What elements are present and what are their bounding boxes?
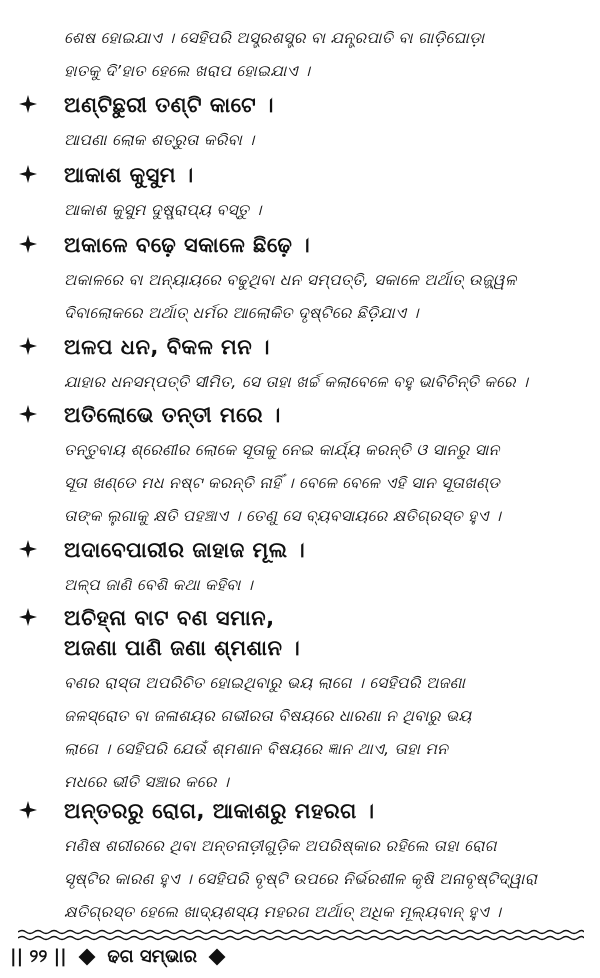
meaning-line: ଅଳ୍ପ ଜାଣି ବେଶି କଥା କହିବା । xyxy=(64,576,254,594)
proverb-entry xyxy=(0,330,600,399)
meaning-line: ମଣିଷ ଶରୀରରେ ଥିବା ଅନ୍ତନାଡ଼ୀଗୁଡ଼ିକ ଅପରିଷ୍କାର ରହିଲେ ତାହା ରୋଗ xyxy=(64,837,497,855)
continued-paragraph xyxy=(64,22,584,88)
proverb-entry xyxy=(0,228,600,330)
page-footer xyxy=(10,942,590,972)
fleuron-bullet-icon xyxy=(18,94,38,114)
fleuron-bullet-icon xyxy=(18,800,38,820)
proverb-heading: ଅନ୍ତରରୁ ରୋଗ, ଆକାଶରୁ ମହରଗ । xyxy=(64,799,375,823)
proverb-entry xyxy=(0,794,600,929)
proverb-heading: ଅଳପ ଧନ, ବିକଳ ମନ । xyxy=(64,335,270,359)
fleuron-bullet-icon xyxy=(18,539,38,559)
meaning-line: ଆକାଶ କୁସୁମ ଦୁଷ୍ପ୍ରାପ୍ୟ ବସ୍ତୁ । xyxy=(64,201,262,219)
meaning-line: ସୂତା ଖଣ୍ଡେ ମଧ ନଷ୍ଟ କରନ୍ତି ନାହିଁ । ବେଳେ ବେଳେ ଏହି ସାନ ସୂତାଖଣ୍ଡ xyxy=(64,474,500,492)
meaning-line: ସୃଷ୍ଟିର କାରଣ ହୁଏ । ସେହିପରି ବୃଷ୍ଟି ଉପରେ ନିର୍ଭରଶୀଳ କୃଷି ଅନାବୃଷ୍ଟିଦ୍ୱାରା xyxy=(64,870,538,888)
proverb-entry xyxy=(0,158,600,227)
meaning-line: ଯାହାର ଧନସମ୍ପତ୍ତି ସୀମିତ, ସେ ତାହା ଖର୍ଚ୍ଚ କଲାବେଳେ ବହୁ ଭାବିଚିନ୍ତି କରେ । xyxy=(64,373,529,391)
meaning-line: ବଣର ରାସ୍ତା ଅପରିଚିତ ହୋଇଥିବାରୁ ଭୟ ଲାଗେ । ସେହିପରି ଅଜଣା xyxy=(64,674,466,692)
proverb-heading: ଅଚିହ୍ନା ବାଟ ବଣ ସମାନ, xyxy=(64,606,275,630)
proverb-heading: ଆକାଶ କୁସୁମ । xyxy=(64,163,194,187)
proverb-heading-line2: ଅଜଣା ପାଣି ଜଣା ଶ୍ମଶାନ । xyxy=(64,636,301,660)
meaning-line: ଦିବାଲୋକରେ ଅର୍ଥାତ୍ ଧର୍ମର ଆଲୋକିତ ଦୃଷ୍ଟିରେ ଛିଡ଼ିଯାଏ । xyxy=(64,304,419,322)
meaning-line: ମଧରେ ଭୀତି ସଞ୍ଚାର କରେ । xyxy=(64,773,230,791)
meaning-line: ଶେଷ ହୋଇଯାଏ । ସେହିପରି ଅସ୍ତ୍ରଶସ୍ତ୍ର ବା ଯନ୍ତ୍ରପାତି ବା ଗାଡ଼ିଘୋଡ଼ା xyxy=(64,29,485,47)
meaning-line: ହାତକୁ ଦି’ହାତ ହେଲେ ଖରାପ ହୋଇଯାଏ । xyxy=(64,62,311,80)
proverb-heading: ଅତିଲୋଭେ ତନ୍ତୀ ମରେ । xyxy=(64,403,281,427)
diamond-icon xyxy=(209,949,226,966)
fleuron-bullet-icon xyxy=(18,164,38,184)
proverb-entry xyxy=(0,88,600,157)
proverb-heading: ଅଦାବେପାରୀର ଜାହାଜ ମୂଲ । xyxy=(64,538,306,562)
diamond-icon xyxy=(79,949,96,966)
page-number: || ୨୨ || xyxy=(10,946,67,967)
proverb-heading: ଅଣ୍ଟିଛୁରୀ ତଣ୍ଟି କାଟେ । xyxy=(64,93,274,117)
meaning-line: କ୍ଷତିଗ୍ରସ୍ତ ହେଲେ ଖାଦ୍ୟଶସ୍ୟ ମହରଗ ଅର୍ଥାତ୍ ଅଧିକ ମୂଲ୍ୟବାନ୍ ହୁଏ । xyxy=(64,903,502,921)
meaning-line: ଆପଣା ଲୋକ ଶତ୍ରୁତା କରିବା । xyxy=(64,131,255,149)
book-title: ଢଗ ସମ୍ଭାର xyxy=(107,946,197,967)
proverb-heading: ଅକାଳେ ବଢ଼େ ସକାଳେ ଛିଢ଼େ । xyxy=(64,233,311,257)
meaning-line: ଜଳସ୍ରୋତ ବା ଜଳାଶୟର ଗଭୀରତା ବିଷୟରେ ଧାରଣା ନ ଥିବାରୁ ଭୟ xyxy=(64,707,472,725)
fleuron-bullet-icon xyxy=(18,234,38,254)
fleuron-bullet-icon xyxy=(18,404,38,424)
proverb-entry xyxy=(0,601,600,799)
meaning-line: ତନ୍ତୁବାୟ ଶ୍ରେଣୀର ଲୋକେ ସୂତାକୁ ନେଇ କାର୍ଯ୍ୟ କରନ୍ତି ଓ ସାନରୁ ସାନ xyxy=(64,441,500,459)
meaning-line: ଲାଗେ । ସେହିପରି ଯେଉଁ ଶ୍ମଶାନ ବିଷୟରେ ଜ୍ଞାନ ଥାଏ, ତାହା ମନ xyxy=(64,740,449,758)
meaning-line: ତାଙ୍କ ଲୁଗାକୁ କ୍ଷତି ପହଞ୍ଚାଏ । ତେଣୁ ସେ ବ୍ୟବସାୟରେ କ୍ଷତିଗ୍ରସ୍ତ ହୁଏ । xyxy=(64,507,502,525)
proverb-entry xyxy=(0,533,600,602)
fleuron-bullet-icon xyxy=(18,336,38,356)
footer-wavy-rule xyxy=(18,928,584,942)
meaning-line: ଅକାଳରେ ବା ଅନ୍ୟାୟରେ ବଢୁଥିବା ଧନ ସମ୍ପତ୍ତି, ସକାଳେ ଅର୍ଥାତ୍ ଉଜ୍ଜ୍ୱଳ xyxy=(64,271,517,289)
fleuron-bullet-icon xyxy=(18,607,38,627)
proverb-entry xyxy=(0,398,600,533)
